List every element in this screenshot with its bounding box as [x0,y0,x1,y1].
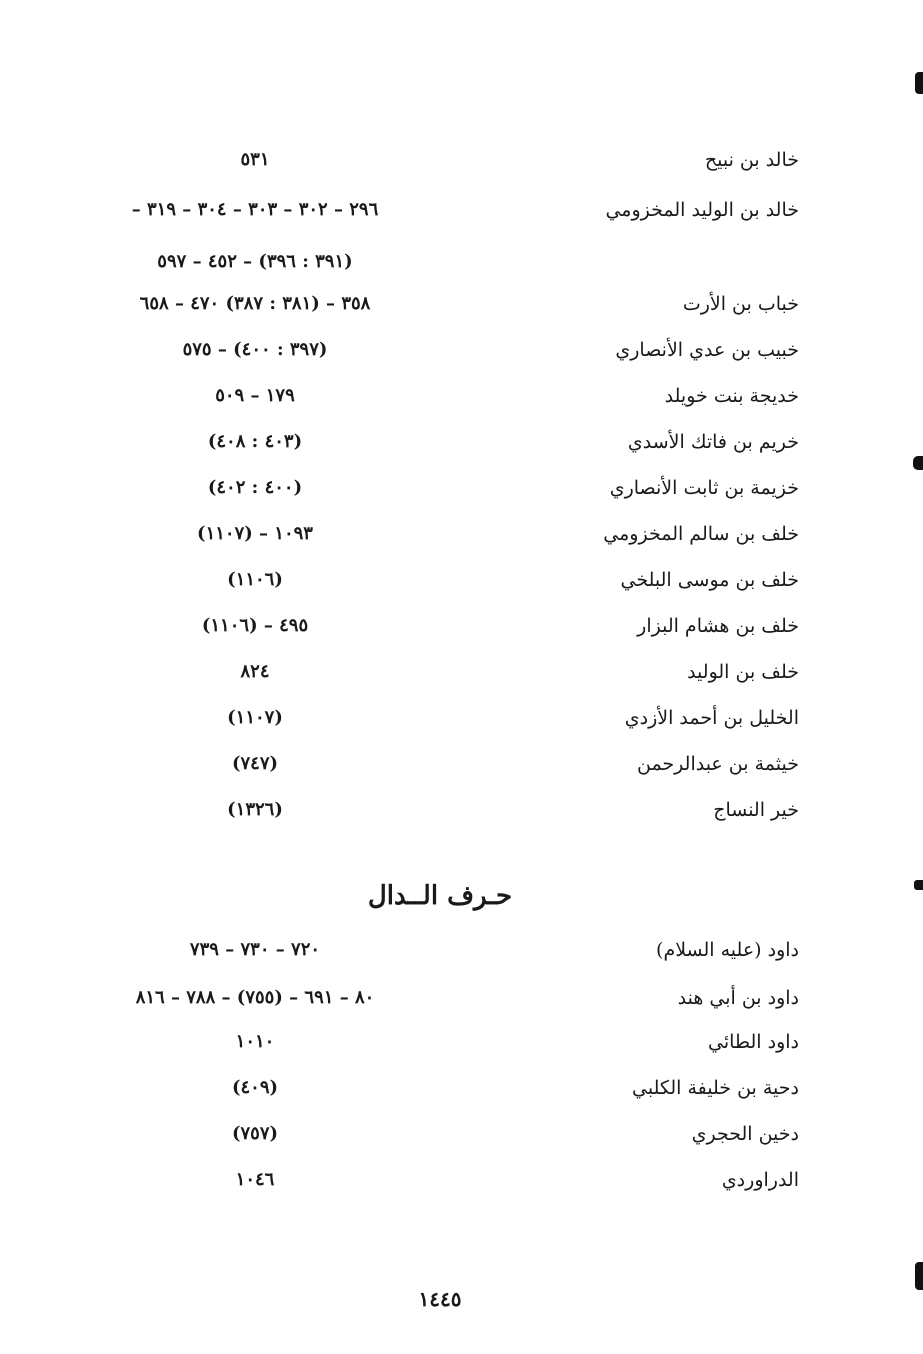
entry-name: خزيمة بن ثابت الأنصاري [609,477,799,499]
index-entry [0,284,923,324]
entry-page-refs: (٧٥٧) [231,1123,279,1144]
index-entry [0,376,923,416]
entry-page-refs: ٣٥٨ – (٣٨١ : ٣٨٧) ٤٧٠ – ٦٥٨ [139,293,371,314]
index-entry [0,652,923,692]
index-entry [0,744,923,784]
scan-edge-mark [913,456,923,470]
entry-name: الدراوردي [721,1169,799,1191]
entry-name: خباب بن الأرت [682,293,799,315]
scan-edge-mark [914,880,923,890]
entry-name: خالد بن نبيح [704,149,799,171]
entry-page-refs: (٤٠٩) [231,1077,279,1098]
index-entry [0,1160,923,1200]
entry-name: دحية بن خليفة الكلبي [632,1077,799,1099]
entry-page-refs: ١٧٩ – ٥٠٩ [215,385,295,406]
index-entry [0,1022,923,1062]
entry-page-refs: (٤٠٣ : ٤٠٨) [207,431,303,452]
index-entry [0,606,923,646]
index-entry [0,330,923,370]
index-entry [0,422,923,462]
index-entry [0,514,923,554]
entry-name: خلف بن موسى البلخي [620,569,799,591]
entry-page-refs: ٤٩٥ – (١١٠٦) [201,615,309,636]
entry-page-refs: ٨٠ – ٦٩١ – (٧٥٥) – ٧٨٨ – ٨١٦ [135,987,375,1008]
entry-page-refs: (١١٠٦) [227,569,283,590]
entry-name: خلف بن سالم المخزومي [603,523,799,545]
index-entry [0,1068,923,1108]
entry-page-refs: ٨٢٤ [240,661,270,682]
entry-page-refs: (١٣٢٦) [227,799,283,820]
index-entry [0,930,923,970]
index-entry [0,140,923,180]
section-heading: حـرف الــدال [367,881,513,911]
page-number: ١٤٤٥ [418,1287,462,1311]
entry-page-refs: (١١٠٧) [227,707,283,728]
entry-name: داود بن أبي هند [677,987,799,1009]
entry-name: خريم بن فاتك الأسدي [627,431,799,453]
entry-name: الخليل بن أحمد الأزدي [624,707,799,729]
entry-page-refs: ١٠٤٦ [235,1169,275,1190]
entry-name: خيثمة بن عبدالرحمن [636,753,799,775]
entry-page-refs: (٣٩٧ : ٤٠٠) – ٥٧٥ [182,339,328,360]
entry-page-refs: (٤٠٠ : ٤٠٢) [207,477,303,498]
scan-edge-mark [915,72,923,94]
index-entry [0,1114,923,1154]
index-entry [0,190,923,230]
entry-page-refs: ٢٩٦ – ٣٠٢ – ٣٠٣ – ٣٠٤ – ٣١٩ – [131,199,379,220]
entry-name: داود الطائي [708,1031,799,1053]
index-entry [0,698,923,738]
entry-page-refs: (٣٩١ : ٣٩٦) – ٤٥٢ – ٥٩٧ [157,251,353,272]
scan-edge-mark [915,1262,923,1290]
entry-name: خلف بن هشام البزار [637,615,799,637]
entry-name: دخين الحجري [691,1123,799,1145]
entry-name: خبيب بن عدي الأنصاري [615,339,799,361]
entry-name: داود (عليه السلام) [656,939,799,961]
entry-page-refs: (٧٤٧) [231,753,279,774]
entry-page-refs: ١٠٩٣ – (١١٠٧) [197,523,313,544]
index-entry [0,468,923,508]
index-entry [0,790,923,830]
entry-name: خير النساج [713,799,799,821]
entry-page-refs: ١٠١٠ [235,1031,275,1052]
entry-page-refs: ٧٢٠ – ٧٣٠ – ٧٣٩ [189,939,321,960]
entry-name: خديجة بنت خويلد [664,385,799,407]
index-entry-continuation [0,242,923,282]
entry-name: خلف بن الوليد [687,661,799,683]
index-entry [0,978,923,1018]
index-entry [0,560,923,600]
entry-name: خالد بن الوليد المخزومي [605,199,799,221]
entry-page-refs: ٥٣١ [240,149,270,170]
